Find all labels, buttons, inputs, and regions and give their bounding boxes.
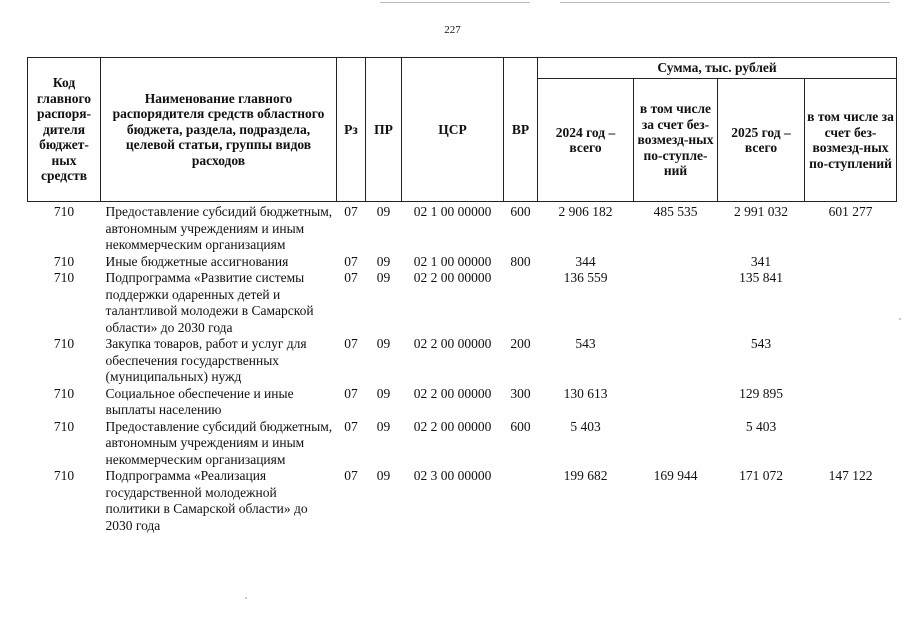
cell-code: 710 [53, 385, 75, 401]
cell-2025-total: 5 403 [745, 418, 777, 434]
cell-vr: 300 [510, 385, 531, 401]
cell-2024-free: 169 944 [653, 468, 698, 483]
cell-csr: 02 1 00 00000 [413, 204, 492, 219]
cell-rz: 07 [344, 385, 358, 401]
header-sum-group: Сумма, тыс. рублей [538, 58, 897, 79]
cell-name: Иные бюджетные ассигнования [105, 253, 289, 269]
scan-speck [899, 318, 901, 320]
cell-name: Подпрограмма «Реализация государственной молодежной политики в Самарской области» до 2030 года [105, 468, 308, 533]
cell-code: 710 [53, 253, 75, 269]
table-row [28, 336, 897, 386]
cell-2024-free [634, 254, 718, 271]
cell-2025-total: 129 895 [739, 385, 783, 401]
header-2025-free: в том числе за счет без-возмезд-ных по-ступлений [805, 79, 897, 202]
cell-rz: 07 [344, 336, 358, 351]
cell-rz: 07 [344, 204, 358, 219]
cell-csr: 02 2 00 00000 [413, 336, 492, 351]
cell-pr: 09 [376, 336, 391, 351]
cell-2024-total: 543 [575, 336, 596, 351]
cell-2025-total: 2 991 032 [734, 204, 788, 219]
cell-vr: 800 [510, 253, 531, 269]
table-row [28, 386, 897, 419]
table-body [28, 202, 897, 535]
cell-pr: 09 [376, 418, 391, 434]
cell-2025-free: 601 277 [828, 204, 873, 219]
cell-2025-free [805, 419, 897, 469]
header-pr: ПР [366, 58, 402, 202]
cell-code: 710 [53, 418, 75, 434]
cell-2024-free [634, 270, 718, 336]
header-2025-total: 2025 год – всего [718, 79, 805, 202]
cell-2024-total: 2 906 182 [558, 204, 613, 219]
cell-pr: 09 [376, 253, 391, 269]
cell-name: Подпрограмма «Развитие системы поддержки одаренных детей и талантливой молодежи в Самарской области» до 2030 года [105, 270, 314, 335]
cell-2025-free [805, 336, 897, 386]
cell-2025-free: 147 122 [828, 468, 873, 483]
cell-vr [504, 468, 538, 534]
scan-edge-line [380, 2, 530, 3]
cell-name: Закупка товаров, работ и услуг для обеспечения государственных (муниципальных) нужд [105, 336, 307, 384]
cell-rz: 07 [344, 270, 358, 285]
cell-2024-free [634, 419, 718, 469]
cell-2024-free: 485 535 [653, 204, 698, 219]
table-header [28, 58, 897, 202]
cell-pr: 09 [376, 385, 391, 401]
cell-name: Предоставление субсидий бюджетным, автономным учреждениям и иным некоммерческим организациям [105, 418, 333, 467]
budget-table [27, 57, 897, 534]
cell-2025-total: 341 [750, 253, 772, 269]
scan-edge-line [560, 2, 890, 3]
cell-rz: 07 [344, 418, 358, 434]
cell-2024-total: 130 613 [563, 385, 608, 401]
cell-code: 710 [53, 468, 75, 483]
cell-2024-total: 136 559 [563, 270, 608, 285]
cell-2025-free [805, 270, 897, 336]
cell-vr: 600 [510, 204, 531, 219]
page-number: 227 [444, 24, 461, 36]
cell-csr: 02 2 00 00000 [413, 270, 492, 285]
header-name: Наименование главного распорядителя средств областного бюджета, раздела, подраздела, целевой статьи, группы видов расходов [101, 58, 337, 202]
cell-vr: 200 [510, 336, 531, 351]
cell-csr: 02 2 00 00000 [413, 418, 492, 434]
table-row [28, 468, 897, 534]
cell-pr: 09 [376, 468, 391, 483]
header-rz: Рз [337, 58, 366, 202]
header-csr: ЦСР [402, 58, 504, 202]
header-code: Код главного распоря-дителя бюджет-ных средств [28, 58, 101, 202]
cell-rz: 07 [344, 468, 358, 483]
header-2024-free: в том числе за счет без-возмезд-ных по-ступле-ний [634, 79, 718, 202]
table-row [28, 270, 897, 336]
header-vr: ВР [504, 58, 538, 202]
cell-2025-total: 171 072 [739, 468, 783, 483]
cell-name: Предоставление субсидий бюджетным, автономным учреждениям и иным некоммерческим организациям [105, 204, 333, 252]
cell-code: 710 [53, 270, 75, 285]
cell-2024-total: 5 403 [570, 418, 601, 434]
cell-pr: 09 [376, 270, 391, 285]
cell-csr: 02 2 00 00000 [413, 385, 492, 401]
cell-code: 710 [53, 204, 75, 219]
cell-2025-total: 135 841 [739, 270, 783, 285]
table-row [28, 254, 897, 271]
cell-name: Социальное обеспечение и иные выплаты населению [105, 385, 294, 417]
cell-2024-free [634, 336, 718, 386]
cell-2025-total: 543 [750, 336, 772, 351]
cell-csr: 02 3 00 00000 [413, 468, 492, 483]
table-row [28, 202, 897, 254]
scan-speck [245, 597, 247, 599]
cell-2025-free [805, 386, 897, 419]
cell-vr [504, 270, 538, 336]
cell-2024-total: 344 [575, 253, 596, 269]
header-2024-total: 2024 год – всего [538, 79, 634, 202]
cell-2024-total: 199 682 [563, 468, 608, 483]
cell-pr: 09 [376, 204, 391, 219]
cell-code: 710 [53, 336, 75, 351]
table-row [28, 419, 897, 469]
cell-2024-free [634, 386, 718, 419]
cell-vr: 600 [510, 418, 531, 434]
cell-rz: 07 [344, 253, 358, 269]
cell-csr: 02 1 00 00000 [413, 253, 492, 269]
cell-2025-free [805, 254, 897, 271]
